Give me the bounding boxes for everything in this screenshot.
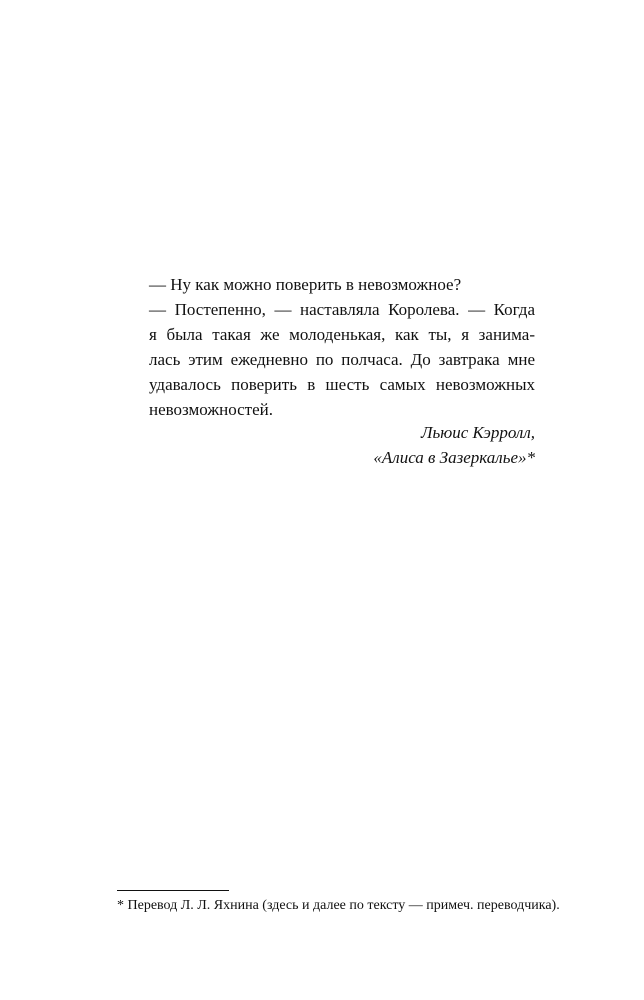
epigraph-line: невозможностей. [149,400,273,419]
attribution-author: Льюис Кэрролл, [420,423,535,442]
footnote: * Перевод Л. Л. Яхнина (здесь и далее по тексту — примеч. переводчика). [117,898,560,913]
epigraph-line: удавалось поверить в шесть самых невозможных [149,375,535,394]
epigraph-attribution [149,420,535,470]
attribution-work: «Алиса в Зазеркалье»* [373,448,535,467]
footnote-divider [117,890,229,891]
epigraph-quote [149,272,535,422]
epigraph-line: — Ну как можно поверить в невозможное? [149,275,462,294]
epigraph-line: — Постепенно, — наставляла Королева. — Когда [149,300,535,319]
epigraph-line: лась этим ежедневно по полчаса. До завтрака мне [149,350,535,369]
epigraph-line: я была такая же молоденькая, как ты, я занима- [149,325,535,344]
